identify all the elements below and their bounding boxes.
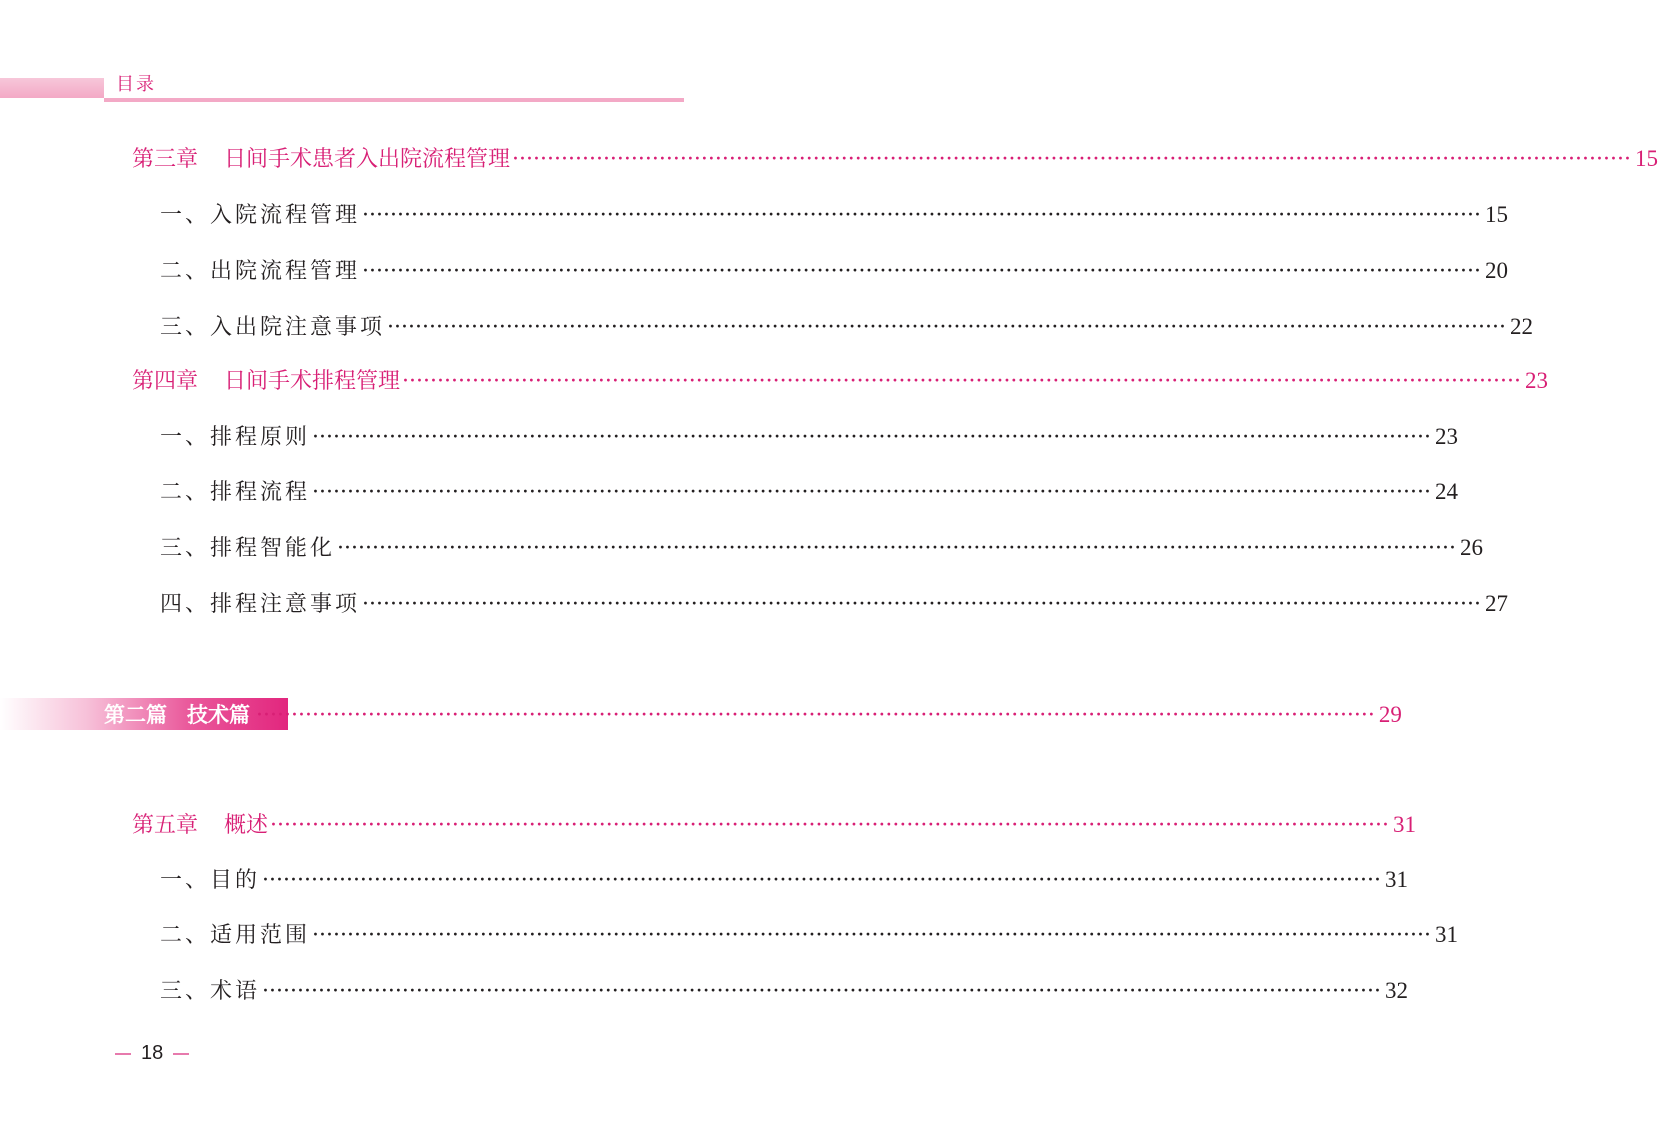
page-number: 18: [141, 1042, 164, 1064]
section-number: 一、: [160, 203, 211, 228]
toc-chapter-3[interactable]: [132, 144, 1658, 175]
page-footer: [105, 1042, 199, 1065]
leader-dots: ································································································································································: [270, 813, 1389, 838]
section-title: 术语: [210, 979, 261, 1004]
section-number: 一、: [160, 425, 211, 450]
footer-dash-right: [173, 1053, 189, 1055]
section-number: 三、: [160, 979, 211, 1004]
chapter-label: 第三章: [132, 147, 199, 172]
part-page-number: 29: [1378, 702, 1402, 727]
leader-dots: ································································································································································: [362, 592, 1481, 617]
chapter-page-number: 31: [1392, 812, 1416, 837]
running-header-title: 目录: [116, 74, 156, 95]
leader-dots: ································································································································································: [262, 979, 1381, 1004]
section-page-number: 23: [1434, 424, 1458, 449]
leader-dots: ································································································································································: [362, 203, 1481, 228]
section-title: 目的: [210, 868, 261, 893]
toc-section[interactable]: [160, 256, 1508, 287]
section-title: 排程智能化: [210, 536, 336, 561]
leader-dots: ································································································································································: [387, 315, 1506, 340]
section-number: 二、: [160, 259, 211, 284]
section-title: 入出院注意事项: [210, 315, 386, 340]
section-page-number: 22: [1509, 314, 1533, 339]
leader-dots: ································································································································································: [262, 868, 1381, 893]
chapter-title: 日间手术排程管理: [224, 369, 401, 394]
toc-section[interactable]: [160, 200, 1508, 231]
toc-section[interactable]: [160, 533, 1483, 564]
footer-dash-left: [115, 1053, 131, 1055]
chapter-page-number: 15: [1634, 146, 1658, 171]
part-label: 第二篇: [104, 703, 167, 727]
header-color-bar: [0, 78, 104, 98]
toc-section[interactable]: [160, 422, 1458, 453]
chapter-title: 日间手术患者入出院流程管理: [224, 147, 511, 172]
toc-chapter-4[interactable]: [132, 366, 1548, 397]
toc-section[interactable]: [160, 865, 1408, 896]
chapter-page-number: 23: [1524, 368, 1548, 393]
part-title: 技术篇: [187, 703, 250, 727]
leader-dots: ································································································································································: [312, 425, 1431, 450]
section-number: 三、: [160, 536, 211, 561]
section-page-number: 26: [1459, 535, 1483, 560]
section-page-number: 31: [1384, 867, 1408, 892]
toc-section[interactable]: [160, 920, 1458, 951]
leader-dots: ································································································································································: [337, 536, 1456, 561]
toc-section[interactable]: [160, 589, 1508, 620]
leader-dots: ································································································································································: [312, 923, 1431, 948]
section-title: 排程原则: [210, 425, 311, 450]
toc-section[interactable]: [160, 477, 1458, 508]
section-number: 二、: [160, 923, 211, 948]
toc-chapter-5[interactable]: [132, 810, 1416, 841]
section-title: 适用范围: [210, 923, 311, 948]
leader-dots: ································································································································································: [312, 480, 1431, 505]
toc-part-2[interactable]: [104, 700, 1402, 731]
section-page-number: 20: [1484, 258, 1508, 283]
section-number: 四、: [160, 592, 211, 617]
chapter-label: 第四章: [132, 369, 199, 394]
toc-section[interactable]: [160, 976, 1408, 1007]
section-title: 出院流程管理: [210, 259, 361, 284]
section-page-number: 24: [1434, 479, 1458, 504]
section-number: 一、: [160, 868, 211, 893]
header-rule: [104, 98, 684, 102]
leader-dots: ································································································································································: [402, 369, 1521, 394]
chapter-label: 第五章: [132, 813, 199, 838]
section-page-number: 31: [1434, 922, 1458, 947]
section-page-number: 27: [1484, 591, 1508, 616]
section-page-number: 32: [1384, 978, 1408, 1003]
section-title: 排程注意事项: [210, 592, 361, 617]
leader-dots: ································································································································································: [362, 259, 1481, 284]
section-title: 入院流程管理: [210, 203, 361, 228]
toc-section[interactable]: [160, 312, 1533, 343]
section-title: 排程流程: [210, 480, 311, 505]
section-page-number: 15: [1484, 202, 1508, 227]
section-number: 三、: [160, 315, 211, 340]
leader-dots: ································································································································································: [512, 147, 1631, 172]
chapter-title: 概述: [224, 813, 269, 838]
leader-dots: ································································································································································: [256, 703, 1375, 728]
section-number: 二、: [160, 480, 211, 505]
